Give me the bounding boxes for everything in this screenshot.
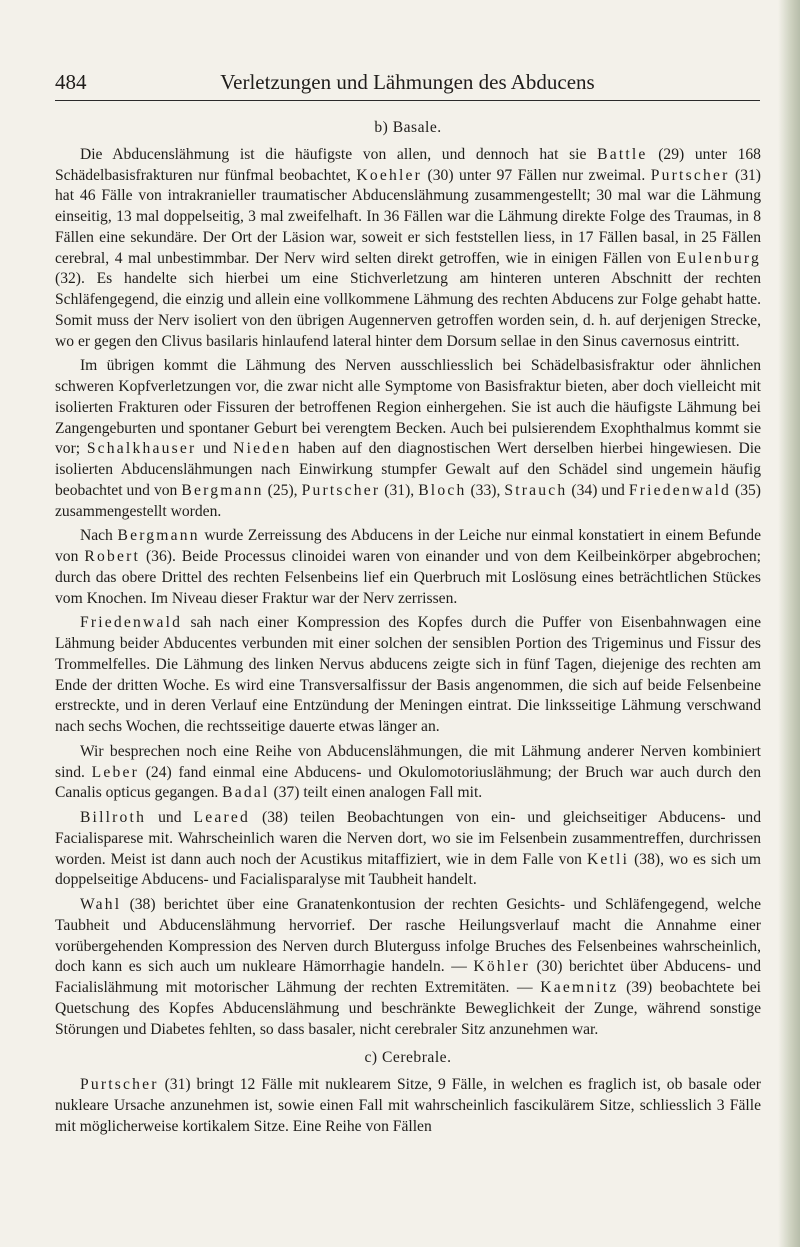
section-heading-basale: b) Basale. — [374, 119, 442, 136]
running-title: Verletzungen und Lähmungen des Abducens — [220, 70, 595, 94]
page-number: 484 — [55, 70, 87, 94]
author-name: Nieden — [233, 440, 292, 458]
paragraph: Wir besprechen noch eine Reihe von Abducenslähmungen, die mit Lähmung anderer Nerven kombiniert sind. Leber (24) fand einmal eine Abducens- und Okulomotoriuslähmung; der Bruch war auch durch den Canalis opticus gegangen. Badal (37) teilt einen analogen Fall mit. — [55, 742, 761, 802]
author-name: Leared — [193, 809, 251, 826]
author-name: Purtscher — [650, 166, 730, 184]
author-name: Billroth — [79, 809, 147, 826]
author-name: Battle — [597, 145, 648, 163]
author-name: Friedenwald — [628, 481, 731, 499]
author-name: Badal — [222, 784, 270, 802]
paragraph: Die Abducenslähmung ist die häufigste von allen, und dennoch hat sie Battle (29) unter 168 Schädelbasisfrakturen nur fünfmal beobachtet, Koehler (30) unter 97 Fällen nur zweimal. Purtscher (31) hat 46 Fälle von intrakranieller traumatischer Abducenslähmung zusammengestellt; 30 mal war die Lähmung einseitig, 13 mal doppelseitig, 3 mal zweifelhaft. In 36 Fällen war die Lähmung direkte Folge des Traumas, in 8 Fällen eine sekundäre. Der Ort der Läsion war, soweit er sich feststellen liess, in 17 Fällen basal, in 25 Fällen cerebral, 4 mal unbestimmbar. Der Nerv wird selten direkt getroffen, wie in einigen Fällen von Eulenburg (32). Es handelte sich hierbei um eine Stichverletzung am hinteren unteren Abschnitt der rechten Schläfengegend, die einzig und allein eine vollkommene Lähmung des rechten Abducens zur Folge gehabt hatte. Somit muss der Nerv isoliert von den übrigen Augennerven getroffen worden sein, d. h. auf derjenigen Strecke, wo er gegen den Clivus basilaris hinlaufend lateral hinter dem Dorsum sellae in den Sinus cavernosus eintritt. — [55, 145, 762, 350]
paragraph: Purtscher (31) bringt 12 Fälle mit nuklearem Sitze, 9 Fälle, in welchen es fraglich ist, ob basale oder nukleare Ursache anzunehmen ist, sowie einen Fall mit wahrscheinlich fascikulärem Sitze, schliesslich 3 Fälle mit möglicherweise kortikalem Sitze. Eine Reihe von Fällen — [55, 1076, 761, 1135]
body-text — [55, 118, 761, 1137]
author-name: Purtscher — [301, 481, 381, 499]
author-name: Purtscher — [79, 1076, 159, 1093]
author-name: Robert — [84, 548, 141, 565]
author-name: Bloch — [418, 481, 467, 499]
paragraph: Friedenwald sah nach einer Kompression des Kopfes durch die Puffer von Eisenbahnwagen eine Lähmung beider Abducentes verbunden mit einer solchen der sensiblen Portion des Trigeminus und Fissur des Trommelfelles. Die Lähmung des linken Nervus abducens zeigte sich in fünf Tagen, diejenige des rechten am Ende der dritten Woche. Es wird eine Transversalfissur der Basis angenommen, die sich auf beide Felsenbeine erstreckte, und in deren Verlauf eine Entzündung der Meningen eintrat. Die linksseitige Lähmung verschwand nach sechs Wochen, die rechtsseitige dauerte etwas länger an. — [55, 614, 761, 735]
author-name: Wahl — [79, 896, 122, 913]
paragraph: Wahl (38) berichtet über eine Granatenkontusion der rechten Gesichts- und Schläfengegend, welche Taubheit und Abducenslähmung hervorrief. Der rasche Heilungsverlauf macht die Annahme einer vorübergehenden Kompression des Nerven durch Bluterguss infolge Bruches des Felsenbeines wahrscheinlich, doch kann es sich auch um nukleare Hämorrhagie handeln. — Köhler (30) berichtet über Abducens- und Facialislähmung mit motorischer Lähmung der rechten Extremitäten. — Kaemnitz (39) beobachtete bei Quetschung des Kopfes Abducenslähmung und beschränkte Beweglichkeit der Zunge, während sonstige Störungen und Diabetes fehlten, so dass basaler, nicht cerebraler Sitz anzunehmen war. — [55, 896, 761, 1038]
author-name: Bergmann — [117, 527, 200, 545]
section-heading-cerebrale: c) Cerebrale. — [364, 1049, 452, 1067]
author-name: Leber — [91, 763, 139, 781]
author-name: Koehler — [356, 166, 423, 184]
author-name: Ketli — [586, 850, 630, 868]
author-name: Eulenburg — [676, 249, 761, 267]
author-name: Bergmann — [181, 481, 264, 499]
page-edge-shadow — [778, 0, 800, 1247]
author-name: Köhler — [473, 958, 530, 976]
author-name: Schalkhauser — [86, 440, 197, 458]
author-name: Strauch — [504, 481, 568, 499]
author-name: Kaemnitz — [540, 979, 619, 996]
paragraph: Nach Bergmann wurde Zerreissung des Abducens in der Leiche nur einmal konstatiert in einem Befunde von Robert (36). Beide Processus clinoidei waren von einander und von dem Keilbeinkörper abgebrochen; durch das obere Drittel des rechten Felsenbeins lief ein Querbruch mit Loslösung eines beträchtlichen Stückes vom Knochen. Im Niveau dieser Fraktur war der Nerv zerrissen. — [55, 527, 762, 607]
page-header — [55, 70, 760, 101]
paragraph: Billroth und Leared (38) teilen Beobachtungen von ein- und gleichseitiger Abducens- und Facialisparese mit. Wahrscheinlich waren die Nerven dort, wo sie im Felsenbein zusammentreffen, durchrissen worden. Meist ist dann auch noch der Acustikus mitaffiziert, wie in dem Falle von Ketli (38), wo es sich um doppelseitige Abducens- und Facialisparalyse mit Taubheit handelt. — [55, 809, 761, 889]
author-name: Friedenwald — [79, 614, 183, 632]
paragraph: Im übrigen kommt die Lähmung des Nerven ausschliesslich bei Schädelbasisfraktur oder ähnlichen schweren Kopfverletzungen vor, die zwar nicht alle Symptome von Basisfraktur bieten, aber doch vielleicht mit isolierten Frakturen oder Fissuren der betroffenen Region einhergehen. Sie ist auch die häufigste Lähmung bei Zangengeburten und spontaner Geburt bei verengtem Becken. Auch bei pulsierendem Exophthalmus kommt sie vor; Schalkhauser und Nieden haben auf den diagnostischen Wert derselben hierbei hingewiesen. Die isolierten Abducenslähmungen nach Einwirkung stumpfer Gewalt auf den Schädel sind ungemein häufig beobachtet und von Bergmann (25), Purtscher (31), Bloch (33), Strauch (34) und Friedenwald (35) zusammengestellt worden. — [55, 357, 761, 520]
